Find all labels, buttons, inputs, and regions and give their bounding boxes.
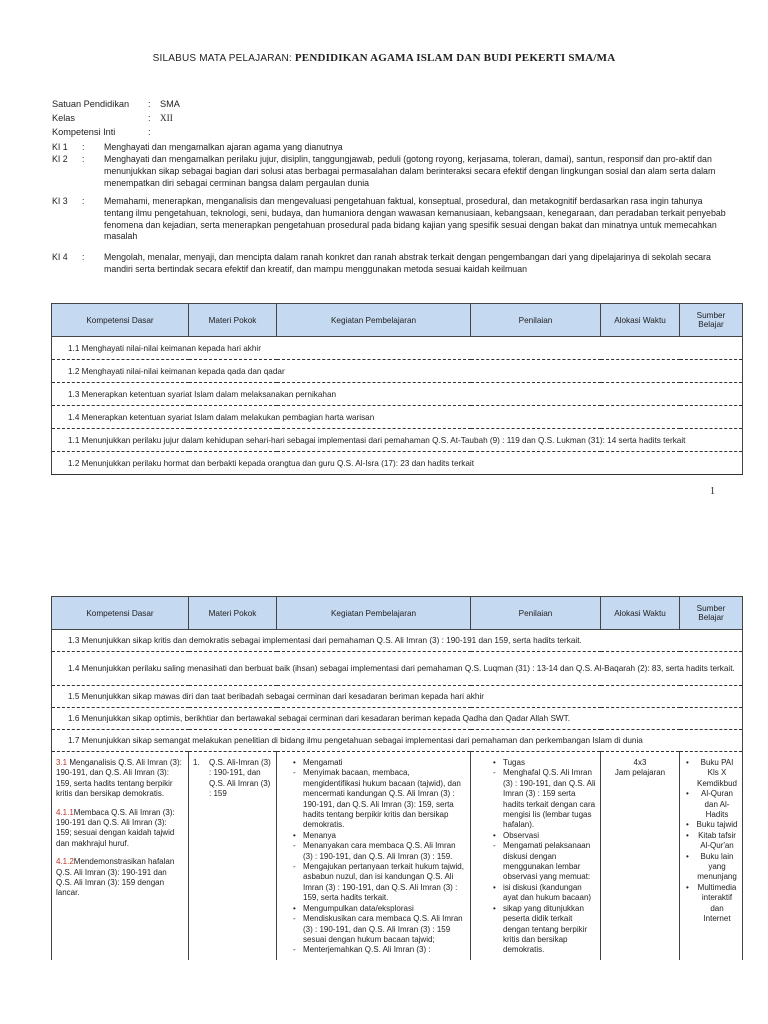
cell-penilaian <box>471 752 601 960</box>
header-materi-pokok: Materi Pokok <box>189 597 277 630</box>
table-row: 1.3 Menerapkan ketentuan syariat Islam dalam melaksanakan pernikahan <box>52 383 743 406</box>
ki-1: KI 1 : Menghayati dan mengamalkan ajaran agama yang dianutnya <box>52 142 343 152</box>
document-page-2 <box>0 590 768 1024</box>
cell-kompetensi-dasar: 3.1 Menganalisis Q.S. Ali Imran (3): 190-191, dan Q.S. Ali Imran (3): 159, serta hadits tentang berpikir kritis dan bersikap demokratis. 4.1.1Membaca Q.S. Ali Imran (3): 190-191 dan Q.S. Ali Imran (3): 159; sesuai dengan kaidah tajwid dan makhrajul huruf. 4.1.2Mendemonstrasikan hafalan Q.S. Ali Imran (3): 190-191 dan Q.S. Ali Imran (3): 159 dengan lancar. <box>52 752 189 960</box>
document-title <box>0 52 768 64</box>
ki-4: KI 4 : Mengolah, menalar, menyaji, dan mencipta dalam ranah konkret dan ranah abstrak terkait dengan pengembangan dari yang dipelajarinya di sekolah secara mandiri serta bertindak secara efektif dan kreatif, dan mampu menggunakan metoda sesuai kaidah keilmuan <box>52 252 711 274</box>
header-kegiatan: Kegiatan Pembelajaran <box>277 304 471 337</box>
cell-materi-pokok: 1. Q.S. Ali-Imran (3) : 190-191, dan Q.S. Ali Imran (3) : 159 <box>189 752 277 960</box>
table-header <box>52 597 743 630</box>
table-row: 1.4 Menunjukkan perilaku saling menasihati dan berbuat baik (ihsan) sebagai implementasi dari pemahaman Q.S. Luqman (31) : 13-14 dan Q.S. Al-Baqarah (2): 83, serta hadits terkait. <box>52 652 743 686</box>
header-alokasi: Alokasi Waktu <box>601 304 680 337</box>
meta-kompetensi-inti: Kompetensi Inti : <box>52 127 151 137</box>
table-row: 1.1 Menunjukkan perilaku jujur dalam kehidupan sehari-hari sebagai implementasi dari pemahaman Q.S. At-Taubah (9) : 119 dan Q.S. Lukman (31): 14 serta hadits terkait <box>52 429 743 452</box>
header-alokasi: Alokasi Waktu <box>601 597 680 630</box>
table-row: 1.7 Menunjukkan sikap semangat melakukan penelitian di bidang ilmu pengetahuan sebagai implementasi dari pemahaman dan perkembangan Islam di dunia <box>52 730 743 752</box>
table-row: 1.3 Menunjukkan sikap kritis dan demokratis sebagai implementasi dari pemahaman Q.S. Ali Imran (3) : 190-191 dan 159, serta hadits terkait. <box>52 630 743 652</box>
ki-2: KI 2 : Menghayati dan mengamalkan perilaku jujur, disiplin, tanggungjawab, peduli (gotong royong, kerjasama, toleran, damai), santun, responsif dan pro-aktif dan menunjukkan sikap sebagai bagian dari solusi atas berbagai permasalahan dalam berinteraksi secara efektif dengan lingkungan sosial dan alam serta dalam menempatkan diri sebagai cerminan bangsa dalam pergaulan dunia <box>52 154 716 188</box>
page-number: 1 <box>710 486 715 497</box>
kegiatan-list: • Mengamati - Menyimak bacaan, membaca, mengidentifikasi hukum bacaan (tajwid), dan mencermati kandungan Q.S. Ali Imran (3) : 190-191, dan Q.S. Ali Imran (3): 159, serta hadits tentang berpikir kritis dan bersikap demokratis. • Menanya - Menanyakan cara membaca Q.S. Ali Imran (3) : 190-191, dan Q.S. Ali Imran (3) : 159. - Mengajukan pertanyaan terkait hukum tajwid, asbabun nuzul, dan isi kandungan Q.S. Ali Imran (3) : 190-191, dan Q.S. Ali Imran (3) : 159, serta hadits terkait. • Mengumpulkan data/eksplorasi - Mendiskusikan cara membaca Q.S. Ali Imran (3) : 190-191, dan Q.S. Ali Imran (3) : 159 sesuai dengan hukum bacaan tajwid; - Menterjemahkan Q.S. Ali Imran (3) : <box>291 758 466 956</box>
ki-3: KI 3 : Memahami, menerapkan, menganalisis dan mengevaluasi pengetahuan faktual, konseptual, prosedural, dan metakognitif berdasarkan rasa ingin tahunya tentang ilmu pengetahuan, teknologi, seni, budaya, dan humaniora dengan wawasan kemanusiaan, kebangsaan, kenegaraan, dan peradaban terkait penyebab fenomena dan kejadian, serta menerapkan pengetahuan prosedural pada bidang kajian yang spesifik sesuai dengan bakat dan minatnya untuk memecahkan masalah <box>52 196 726 242</box>
meta-kelas: Kelas : XII <box>52 113 173 123</box>
table-row: 1.2 Menghayati nilai-nilai keimanan kepada qada dan qadar <box>52 360 743 383</box>
syllabus-table-page-2 <box>51 596 743 960</box>
syllabus-table-page-1 <box>51 303 743 475</box>
header-penilaian: Penilaian <box>471 304 601 337</box>
header-kompetensi-dasar: Kompetensi Dasar <box>52 597 189 630</box>
sumber-list: • Buku PAI Kls X Kemdikbud • Al-Quran dan Al-Hadits • Buku tajwid • Kitab tafsir Al-Qur'an • Buku lain yang menunjang • Multimedia interaktif dan Internet <box>692 758 738 925</box>
cell-kegiatan <box>277 752 471 960</box>
title-prefix: SILABUS MATA PELAJARAN: <box>152 53 292 64</box>
header-sumber: Sumber Belajar <box>680 304 743 337</box>
header-kompetensi-dasar: Kompetensi Dasar <box>52 304 189 337</box>
header-sumber: Sumber Belajar <box>680 597 743 630</box>
table-row: 1.2 Menunjukkan perilaku hormat dan berbakti kepada orangtua dan guru Q.S. Al-Isra (17): 23 dan hadits terkait <box>52 452 743 475</box>
cell-sumber <box>680 752 743 960</box>
page-gap <box>0 520 768 590</box>
header-penilaian: Penilaian <box>471 597 601 630</box>
penilaian-list: • Tugas - Menghafal Q.S. Ali Imran (3) : 190-191, dan Q.S. Ali Imran (3) : 159 serta hadits terkait dengan cara mengisi lis (lembar tugas hafalan). • Observasi - Mengamati pelaksanaan diskusi dengan menggunakan lembar observasi yang memuat: • isi diskusi (kandungan ayat dan hukum bacaan) • sikap yang ditunjukkan peserta didik terkait dengan tentang berpikir kritis dan bersikap demokratis. <box>491 758 596 956</box>
table-row: 1.4 Menerapkan ketentuan syariat Islam dalam melakukan pembagian harta warisan <box>52 406 743 429</box>
table-row: 1.1 Menghayati nilai-nilai keimanan kepada hari akhir <box>52 337 743 360</box>
header-materi-pokok: Materi Pokok <box>189 304 277 337</box>
header-kegiatan: Kegiatan Pembelajaran <box>277 597 471 630</box>
table-row: 1.5 Menunjukkan sikap mawas diri dan taat beribadah sebagai cerminan dari kesadaran beriman kepada hari akhir <box>52 686 743 708</box>
table-row: 1.6 Menunjukkan sikap optimis, berikhtiar dan bertawakal sebagai cerminan dari kesadaran beriman kepada Qadha dan Qadar Allah SWT. <box>52 708 743 730</box>
table-header <box>52 304 743 337</box>
cell-alokasi: 4x3 Jam pelajaran <box>601 752 680 960</box>
table-row-detail <box>52 752 743 960</box>
title-main: PENDIDIKAN AGAMA ISLAM DAN BUDI PEKERTI SMA/MA <box>294 52 616 64</box>
meta-satuan: Satuan Pendidikan : SMA <box>52 99 180 109</box>
